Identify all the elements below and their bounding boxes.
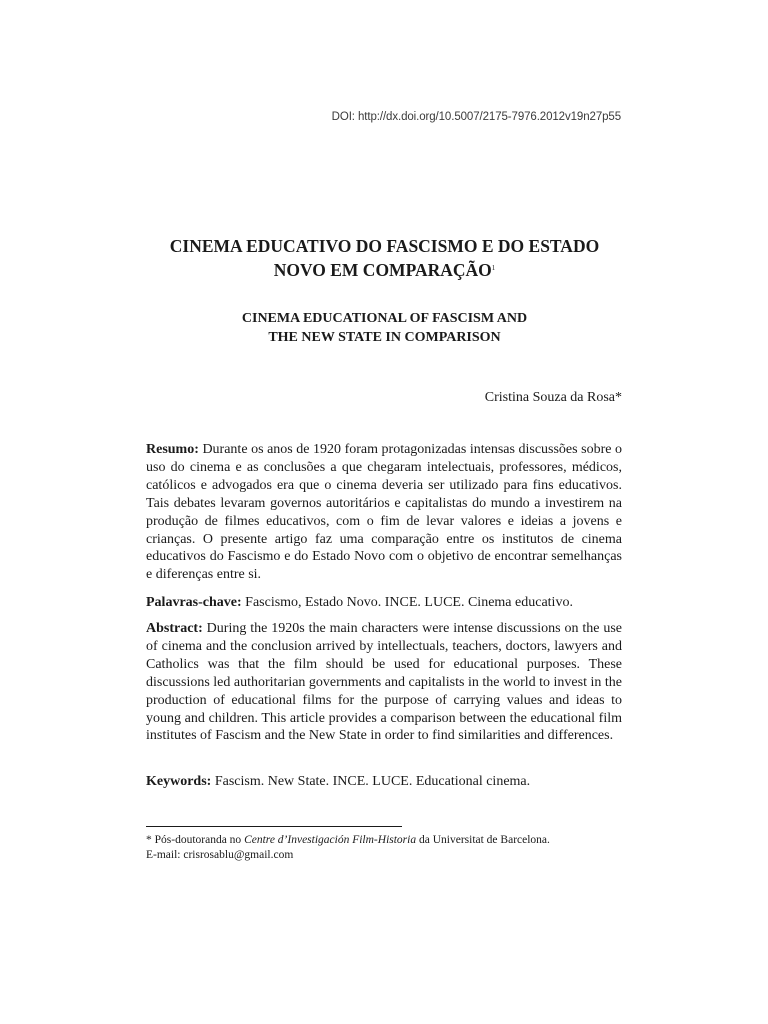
title-footnote-mark: 1 bbox=[491, 264, 496, 272]
title-english bbox=[146, 309, 623, 347]
abstract-text: During the 1920s the main characters were intense discussions on the use of cinema and the conclusion arrived by intellectuals, teachers, doctors, lawyers and Catholics was that the film should be used for educational purposes. These discussions led authoritarian governments and capitalists in the world to invest in the production of educational films for the purpose of carrying values and ideas to young and children. This article provides a comparison between the educational film institutes of Fascism and the New State in order to find similarities and differences. bbox=[146, 621, 623, 744]
footnote-suffix: da Universitat de Barcelona. bbox=[418, 834, 550, 846]
footnote bbox=[146, 833, 622, 863]
abstract-paragraph bbox=[146, 620, 622, 745]
resumo-text: Durante os anos de 1920 foram protagonizadas intensas discussões sobre o uso do cinema e as conclusões a que chegaram intelectuais, professores, médicos, católicos e advogados era que o cinema deveria ser utilizado para fins educativos. Tais debates levaram governos autoritários e capitalistas do mundo a investirem na produção de filmes educativos, com o fim de levar valores e ideias a jovens e crianças. O presente artigo faz uma comparação entre os institutos de cinema educativos do Fascismo e do Estado Novo com o objetivo de encontrar semelhanças e diferenças entre si. bbox=[146, 442, 623, 583]
footnote-affiliation bbox=[146, 833, 622, 848]
resumo-paragraph bbox=[146, 441, 622, 584]
palavras-chave-text: Fascismo, Estado Novo. INCE. LUCE. Cinema educativo. bbox=[245, 595, 573, 610]
doi-link[interactable]: DOI: http://dx.doi.org/10.5007/2175-7976.2012v19n27p55 bbox=[331, 111, 621, 123]
resumo-label: Resumo: bbox=[146, 442, 199, 457]
title-en-line-1: CINEMA EDUCATIONAL OF FASCISM AND bbox=[241, 311, 528, 326]
keywords-label: Keywords: bbox=[146, 774, 212, 789]
keywords-paragraph bbox=[146, 773, 622, 791]
abstract-label: Abstract: bbox=[146, 621, 203, 636]
footnote-institution: Centre d’Investigación Film-Historia bbox=[244, 834, 417, 846]
title-pt-line-2-text: NOVO EM COMPARAÇÃO bbox=[273, 260, 492, 280]
footnote-email[interactable]: E-mail: crisrosablu@gmail.com bbox=[146, 849, 294, 861]
title-pt-line-2 bbox=[146, 257, 623, 281]
title-en-line-2: THE NEW STATE IN COMPARISON bbox=[268, 330, 501, 345]
author-name: Cristina Souza da Rosa* bbox=[484, 390, 622, 405]
palavras-chave-label: Palavras-chave: bbox=[146, 595, 242, 610]
keywords-text: Fascism. New State. INCE. LUCE. Educational cinema. bbox=[214, 774, 531, 789]
footnote-prefix: * Pós-doutoranda no bbox=[146, 834, 242, 846]
title-portuguese bbox=[146, 235, 623, 281]
title-pt-line-1: CINEMA EDUCATIVO DO FASCISMO E DO ESTADO bbox=[169, 236, 600, 256]
footnote-divider bbox=[146, 826, 402, 827]
palavras-chave-paragraph bbox=[146, 594, 622, 612]
